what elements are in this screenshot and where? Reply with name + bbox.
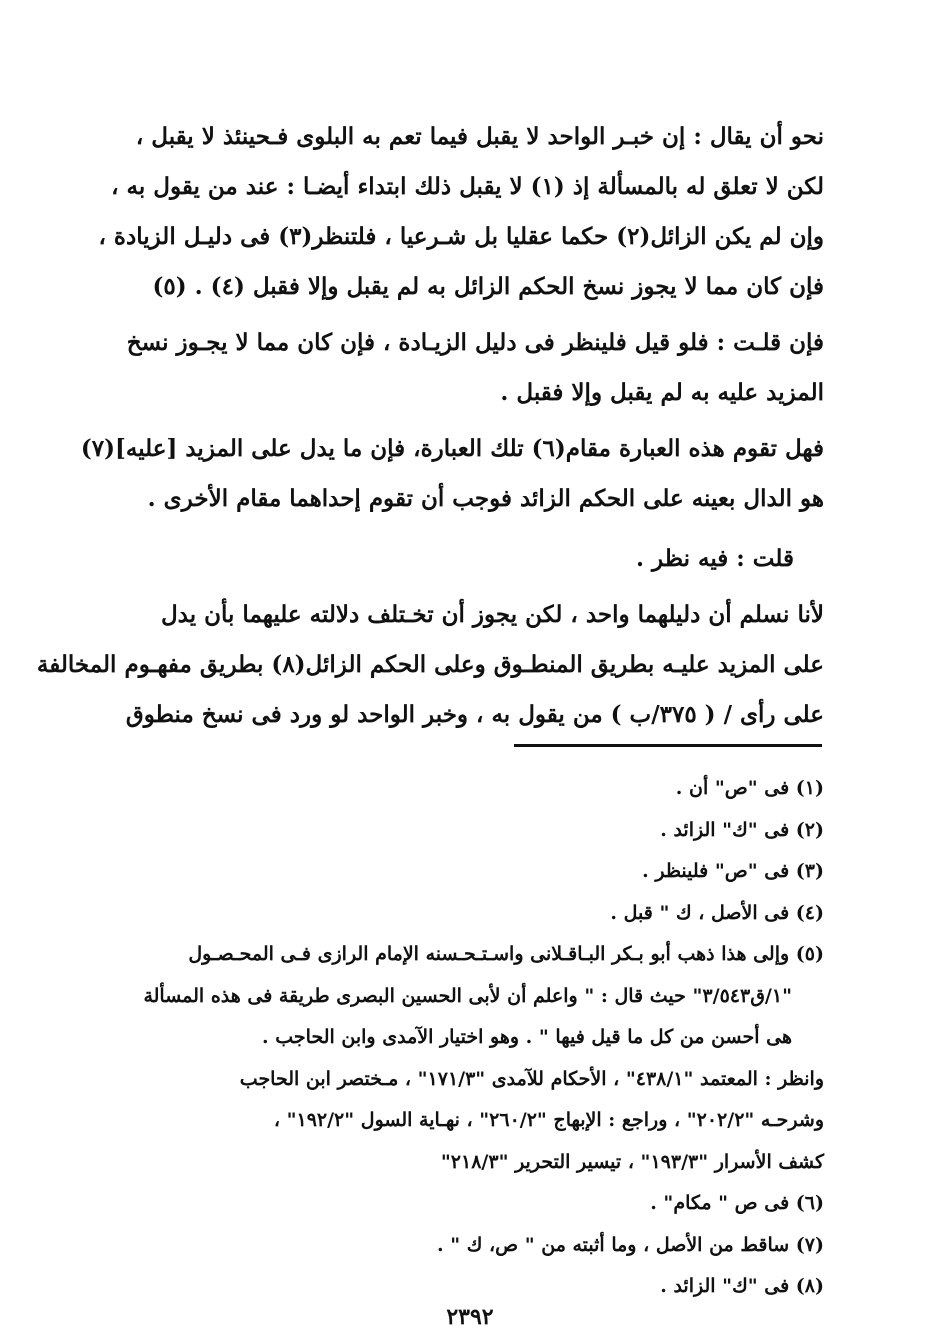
page-number: ٢٣٩٢ [446,1304,494,1330]
footnote-5: (٥) وإلى هذا ذهب أبو بـكر البـاقـلانى واسـتـحـسنه الإمام الرازى فـى المحـصـول [188,943,824,965]
footnote-5-references: كشف الأسرار "١٩٣/٣" ، تيسير التحرير "٢١٨/٣" [440,1150,824,1173]
text-line: على رأى / ( ٣٧٥/ب ) من يقول به ، وخبر الواحد لو ورد فى نسخ منطوق [125,701,824,728]
text-line: فهل تقوم هذه العبارة مقام(٦) تلك العبارة، فإن ما يدل على المزيد [عليه](٧) [80,435,824,462]
footnotes [118,768,824,1308]
footnote-5-references: وشرحـه "٢٠٢/٢" ، وراجع : الإبهاج "٢٦٠/٢" ، نهـاية السول "١٩٢/٢" ، [273,1109,824,1131]
text-line: هو الدال بعينه على الحكم الزائد فوجب أن تقوم إحداهما مقام الأخرى . [147,485,824,512]
paragraph-5 [36,590,824,740]
paragraph-4 [118,534,824,584]
footnote-7: (٧) ساقط من الأصل ، وما أثبته من " ص، ك " . [436,1233,824,1256]
paragraph-2 [118,318,824,418]
text-line: فإن كان مما لا يجوز نسخ الحكم الزائل به لم يقبل وإلا فقبل (٤) . (٥) [152,273,824,300]
footnote-2: (٢) فى "ك" الزائد . [660,818,824,841]
text-line: لكن لا تعلق له بالمسألة إذ (١) لا يقبل ذلك ابتداء أيضـا : عند من يقول به ، [111,173,824,200]
footnote-3: (٣) فى "ص" فلينظر . [642,860,824,882]
footnote-separator [514,744,822,747]
footnote-5-references: وانظر : المعتمد "٤٣٨/١" ، الأحكام للآمدى "١٧١/٣" ، مـختصر ابن الحاجب [239,1067,824,1090]
footnote-4: (٤) فى الأصل ، ك " قبل . [610,901,824,924]
text-line: فإن قلـت : فلو قيل فلينظر فى دليل الزيـادة ، فإن كان مما لا يجـوز نسخ [126,329,824,356]
paragraph-1 [98,112,824,312]
footnote-6: (٦) فى ص " مكام" . [650,1192,824,1214]
text-line: المزيد عليه به لم يقبل وإلا فقبل . [500,379,824,406]
text-line: على المزيد عليـه بطريق المنطـوق وعلى الحكم الزائل(٨) بطريق مفهـوم المخالفة [36,651,824,678]
footnote-5-continued: هى أحسن من كل ما قيل فيها " . وهو اختيار الآمدى وابن الحاجب . [262,1026,792,1048]
text-line: وإن لم يكن الزائل(٢) حكما عقليا بل شـرعيا ، فلتنظر(٣) فى دليـل الزيادة ، [98,223,824,250]
main-text [36,112,824,740]
paragraph-3 [80,424,824,524]
footnote-8: (٨) فى "ك" الزائد . [660,1275,824,1297]
text-line: لأنا نسلم أن دليلهما واحد ، لكن يجوز أن تخـتلف دلالته عليهما بأن يدل [160,601,824,628]
text-line: قلت : فيه نظر . [636,545,794,572]
footnote-1: (١) فى "ص" أن . [675,777,824,799]
footnote-5-continued: "١/ق٣/٥٤٣" حيث قال : " واعلم أن لأبى الحسين البصرى طريقة فى هذه المسألة [143,984,792,1007]
text-line: نحو أن يقال : إن خبـر الواحد لا يقبل فيما تعم به البلوى فـحينئذ لا يقبل ، [135,123,824,150]
